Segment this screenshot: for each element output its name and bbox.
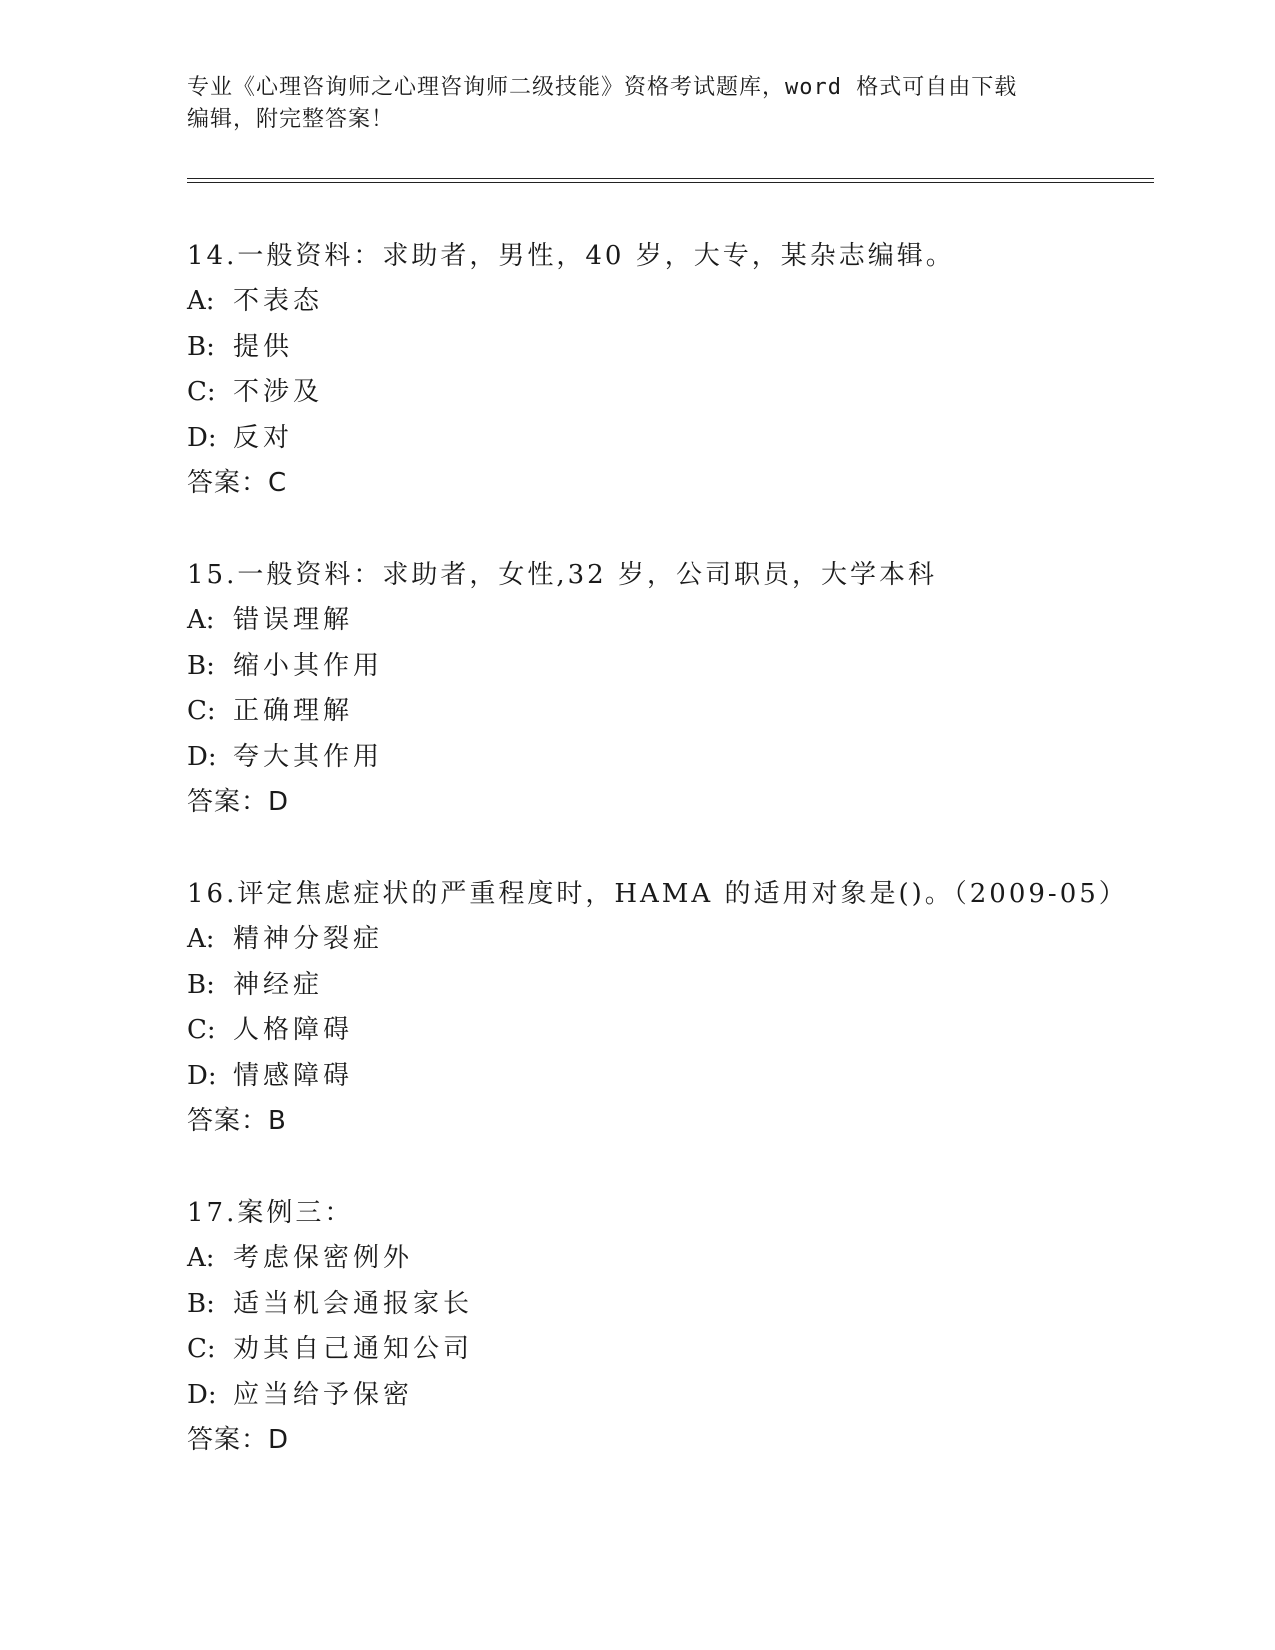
header-line-2: 编辑，附完整答案！ xyxy=(187,107,395,132)
option-letter: B: xyxy=(187,1288,215,1319)
answer-line: 答案：D xyxy=(187,787,290,817)
document-header xyxy=(187,72,1067,136)
header-divider-bottom xyxy=(187,182,1154,183)
question-stem: 17.案例三： xyxy=(187,1198,354,1228)
option-letter: D: xyxy=(187,741,217,772)
option-text: 劝其自己通知公司 xyxy=(233,1334,474,1364)
option-letter: C: xyxy=(187,377,216,407)
option-text: 考虑保密例外 xyxy=(233,1243,414,1273)
option-letter: C: xyxy=(187,1334,216,1364)
answer-line: 答案：B xyxy=(187,1106,287,1136)
question-stem: 14.一般资料：求助者，男性，40 岁，大专，某杂志编辑。 xyxy=(187,241,955,271)
option-c xyxy=(187,370,1147,416)
option-b xyxy=(187,1282,1147,1328)
option-text: 夸大其作用 xyxy=(233,741,384,772)
option-letter: B: xyxy=(187,969,215,1000)
header-line-1: 专业《心理咨询师之心理咨询师二级技能》资格考试题库，word 格式可自由下载 xyxy=(187,75,1018,100)
option-c xyxy=(187,1008,1147,1054)
option-letter: B: xyxy=(187,331,215,362)
question-stem: 15.一般资料：求助者，女性,32 岁，公司职员，大学本科 xyxy=(187,560,937,590)
option-text: 神经症 xyxy=(233,969,324,1000)
option-d xyxy=(187,1054,1147,1100)
option-letter: D: xyxy=(187,422,217,453)
option-letter: A: xyxy=(187,605,215,635)
answer-line: 答案：C xyxy=(187,468,288,498)
option-d xyxy=(187,1373,1147,1419)
option-letter: D: xyxy=(187,1379,217,1410)
option-text: 提供 xyxy=(233,331,294,362)
option-text: 错误理解 xyxy=(233,605,354,635)
option-text: 情感障碍 xyxy=(233,1060,354,1091)
option-a xyxy=(187,598,1147,644)
question-stem: 16.评定焦虑症状的严重程度时，HAMA 的适用对象是()。（2009-05） xyxy=(187,879,1128,909)
option-letter: B: xyxy=(187,650,215,681)
question-15 xyxy=(187,553,1147,825)
option-text: 不涉及 xyxy=(233,377,324,407)
option-a xyxy=(187,1236,1147,1282)
option-text: 不表态 xyxy=(233,286,324,316)
option-text: 正确理解 xyxy=(233,696,354,726)
option-letter: A: xyxy=(187,924,215,954)
option-letter: D: xyxy=(187,1060,217,1091)
option-text: 精神分裂症 xyxy=(233,924,384,954)
option-text: 反对 xyxy=(233,422,294,453)
option-b xyxy=(187,325,1147,371)
option-a xyxy=(187,279,1147,325)
option-c xyxy=(187,1327,1147,1373)
question-16 xyxy=(187,872,1147,1144)
option-d xyxy=(187,735,1147,781)
option-letter: C: xyxy=(187,1015,216,1045)
header-divider-top xyxy=(187,178,1154,179)
option-b xyxy=(187,644,1147,690)
option-text: 适当机会通报家长 xyxy=(233,1288,474,1319)
option-d xyxy=(187,416,1147,462)
question-17 xyxy=(187,1191,1147,1463)
option-text: 人格障碍 xyxy=(233,1015,354,1045)
answer-line: 答案：D xyxy=(187,1425,290,1455)
option-c xyxy=(187,689,1147,735)
option-letter: A: xyxy=(187,1243,215,1273)
option-letter: C: xyxy=(187,696,216,726)
option-b xyxy=(187,963,1147,1009)
option-text: 缩小其作用 xyxy=(233,650,384,681)
question-14 xyxy=(187,234,1147,506)
option-a xyxy=(187,917,1147,963)
option-text: 应当给予保密 xyxy=(233,1379,414,1410)
option-letter: A: xyxy=(187,286,215,316)
